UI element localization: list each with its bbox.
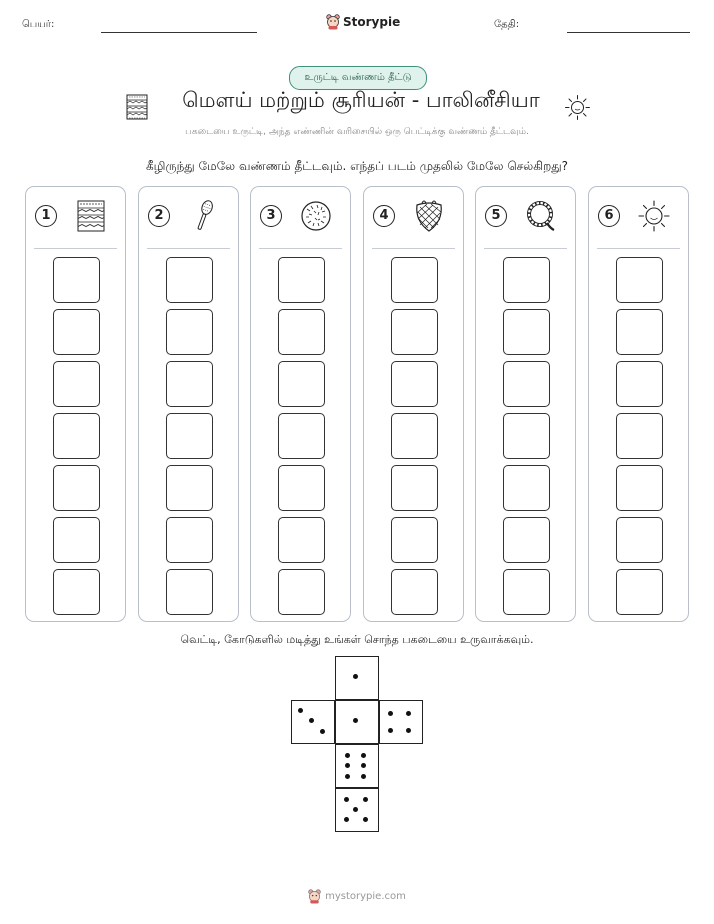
column-number: 3 [260, 205, 282, 227]
color-box[interactable] [391, 309, 438, 355]
coconut-icon [299, 199, 333, 233]
footer-url[interactable]: mystorypie.com [325, 891, 406, 902]
pip [309, 718, 314, 723]
pip [344, 817, 349, 822]
pip [320, 729, 325, 734]
color-box[interactable] [278, 517, 325, 563]
color-box[interactable] [391, 569, 438, 615]
column-number: 5 [485, 205, 507, 227]
pip [363, 797, 368, 802]
column-divider [34, 248, 117, 249]
pip [344, 797, 349, 802]
column-6 [588, 186, 689, 622]
pip [298, 708, 303, 713]
carved-club-icon [187, 199, 221, 233]
question-text: கீழிருந்து மேலே வண்ணம் தீட்டவும். எந்தப் படம் முதலில் மேலே செல்கிறது? [145, 159, 569, 173]
pip [388, 728, 393, 733]
pip [406, 728, 411, 733]
date-label: தேதி: [494, 19, 520, 30]
color-box[interactable] [278, 465, 325, 511]
column-divider [372, 248, 455, 249]
color-box[interactable] [166, 465, 213, 511]
woven-mat-icon [74, 199, 108, 233]
color-box[interactable] [503, 361, 550, 407]
rope-net-icon [412, 199, 446, 233]
activity-tag: உருட்டி வண்ணம் தீட்டு [289, 66, 427, 90]
pip [406, 711, 411, 716]
color-box[interactable] [166, 257, 213, 303]
color-box[interactable] [503, 309, 550, 355]
color-box[interactable] [278, 413, 325, 459]
color-box[interactable] [503, 413, 550, 459]
coiled-rope-icon [524, 199, 558, 233]
pip [353, 674, 358, 679]
column-number: 4 [373, 205, 395, 227]
pip [388, 711, 393, 716]
color-box[interactable] [391, 465, 438, 511]
pip [361, 774, 366, 779]
color-box[interactable] [166, 413, 213, 459]
die-face-3 [291, 700, 335, 744]
column-divider [484, 248, 567, 249]
color-box[interactable] [53, 309, 100, 355]
color-box[interactable] [166, 361, 213, 407]
color-box[interactable] [391, 361, 438, 407]
die-face-1 [335, 700, 379, 744]
page-title: மௌய் மற்றும் சூரியன் - பாலினீசியா [182, 88, 540, 112]
column-divider [259, 248, 342, 249]
name-line[interactable] [101, 32, 257, 33]
color-box[interactable] [391, 413, 438, 459]
pip [345, 753, 350, 758]
color-box[interactable] [166, 309, 213, 355]
color-box[interactable] [278, 569, 325, 615]
color-box[interactable] [53, 569, 100, 615]
die-face-4 [379, 700, 423, 744]
column-number: 1 [35, 205, 57, 227]
column-4 [363, 186, 464, 622]
sun-icon [564, 94, 591, 121]
woven-mat-icon [126, 94, 148, 120]
pip [363, 817, 368, 822]
column-1 [25, 186, 126, 622]
column-number: 6 [598, 205, 620, 227]
color-box[interactable] [166, 569, 213, 615]
die-face-1 [335, 656, 379, 700]
pip [361, 763, 366, 768]
color-box[interactable] [391, 257, 438, 303]
color-box[interactable] [53, 257, 100, 303]
column-3 [250, 186, 351, 622]
bear-logo-icon [308, 889, 321, 904]
die-instruction: வெட்டி, கோடுகளில் மடித்து உங்கள் சொந்த பகடையை உருவாக்கவும். [180, 633, 534, 646]
color-box[interactable] [278, 257, 325, 303]
column-divider [597, 248, 680, 249]
pip [361, 753, 366, 758]
color-box[interactable] [278, 361, 325, 407]
color-box[interactable] [53, 517, 100, 563]
pip [353, 807, 358, 812]
instructions-text: பகடையை உருட்டி, அந்த எண்ணின் வரிசையில் ஒரு பெட்டிக்கு வண்ணம் தீட்டவும். [185, 127, 529, 137]
color-box[interactable] [616, 517, 663, 563]
column-5 [475, 186, 576, 622]
color-box[interactable] [53, 413, 100, 459]
brand-logo [326, 14, 400, 30]
color-box[interactable] [503, 517, 550, 563]
color-box[interactable] [503, 465, 550, 511]
column-divider [147, 248, 230, 249]
brand-name: Storypie [343, 15, 401, 29]
die-face-6 [335, 744, 379, 788]
color-box[interactable] [166, 517, 213, 563]
column-2 [138, 186, 239, 622]
bear-logo-icon [326, 14, 340, 30]
footer [0, 889, 714, 904]
color-box[interactable] [616, 257, 663, 303]
column-number: 2 [148, 205, 170, 227]
pip [345, 763, 350, 768]
date-line[interactable] [567, 32, 690, 33]
color-box[interactable] [616, 361, 663, 407]
pip [345, 774, 350, 779]
color-box[interactable] [503, 257, 550, 303]
name-label: பெயர்: [22, 19, 55, 30]
color-box[interactable] [616, 413, 663, 459]
color-box[interactable] [53, 465, 100, 511]
color-box[interactable] [53, 361, 100, 407]
color-box[interactable] [278, 309, 325, 355]
color-box[interactable] [616, 309, 663, 355]
color-box[interactable] [616, 569, 663, 615]
color-box[interactable] [391, 517, 438, 563]
sun-icon [637, 199, 671, 233]
pip [353, 718, 358, 723]
die-face-5 [335, 788, 379, 832]
color-box[interactable] [616, 465, 663, 511]
color-box[interactable] [503, 569, 550, 615]
